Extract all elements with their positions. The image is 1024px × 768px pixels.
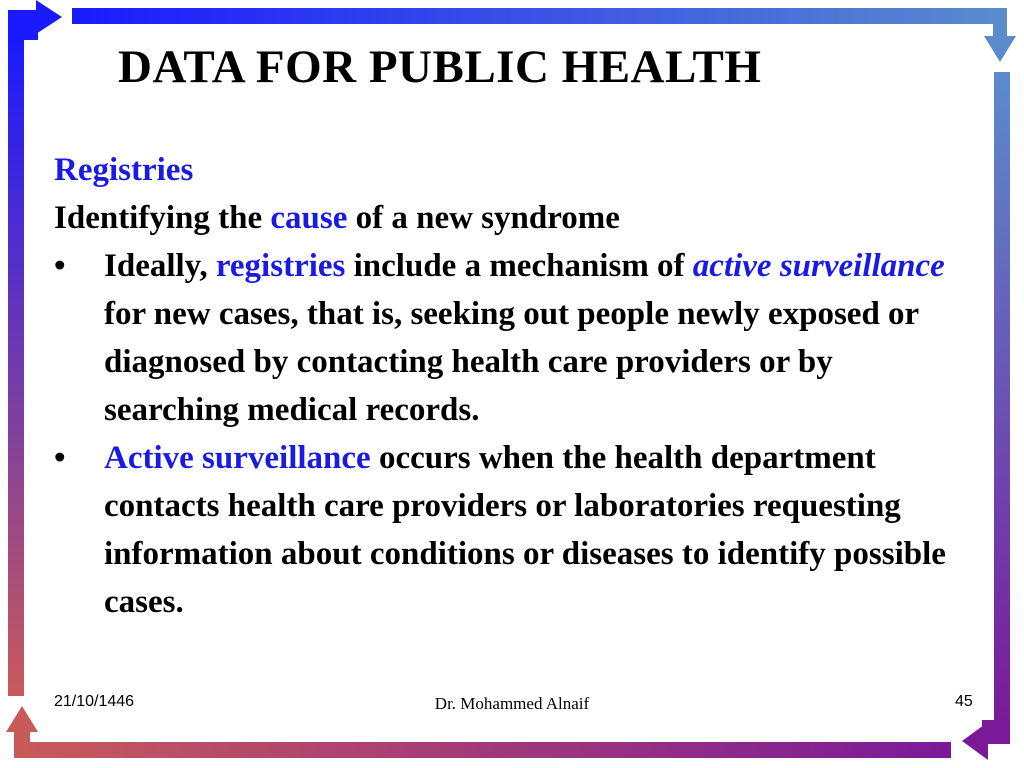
bullet-1-part-4: active surveillance: [692, 248, 945, 284]
bullet-1-part-3: include a mechanism of: [345, 248, 693, 284]
bullet-1-part-2: registries: [215, 248, 346, 284]
bullet-text-1: [104, 242, 954, 434]
subheading-before: Identifying the: [54, 200, 263, 236]
bullet-2-part-1: Active surveillance: [104, 440, 371, 476]
page-number: 45: [955, 693, 973, 710]
frame-left-bar: [8, 40, 24, 696]
subheading-after: of a new syndrome: [355, 200, 620, 236]
frame-right-bar: [994, 72, 1010, 722]
bullet-text-2: [104, 434, 954, 626]
subheading: [54, 194, 964, 242]
footer-author: Dr. Mohammed Alnaif: [434, 694, 590, 713]
frame-top-right-elbow: [993, 8, 1007, 38]
slide-content: [54, 146, 964, 626]
section-heading: Registries: [54, 152, 194, 188]
bullet-marker: •: [54, 440, 66, 476]
bullet-1-part-5: for new cases, that is, seeking out people newly exposed or diagnosed by contacting health care providers or by searching medical records.: [104, 296, 919, 428]
bullet-item-2: [54, 434, 964, 626]
arrow-right-icon: [36, 0, 62, 34]
arrow-down-icon: [984, 36, 1016, 62]
bullet-2-part-2: occurs when the health department contacts health care providers or laboratories requesting information about conditions or diseases to identify possible cases.: [104, 440, 946, 620]
frame-top-bar: [72, 8, 1007, 24]
page-title: DATA FOR PUBLIC HEALTH: [118, 41, 762, 93]
footer-date: 21/10/1446: [54, 693, 135, 710]
subheading-highlight: cause: [270, 200, 348, 236]
frame-top-left-elbow: [8, 10, 38, 40]
arrow-left-icon: [962, 722, 988, 760]
frame-bottom-left-elbow: [14, 730, 30, 758]
bullet-1-part-1: Ideally,: [104, 248, 216, 284]
frame-bottom-bar: [16, 742, 951, 758]
bullet-item-1: [54, 242, 964, 434]
bullet-marker: •: [54, 248, 66, 284]
